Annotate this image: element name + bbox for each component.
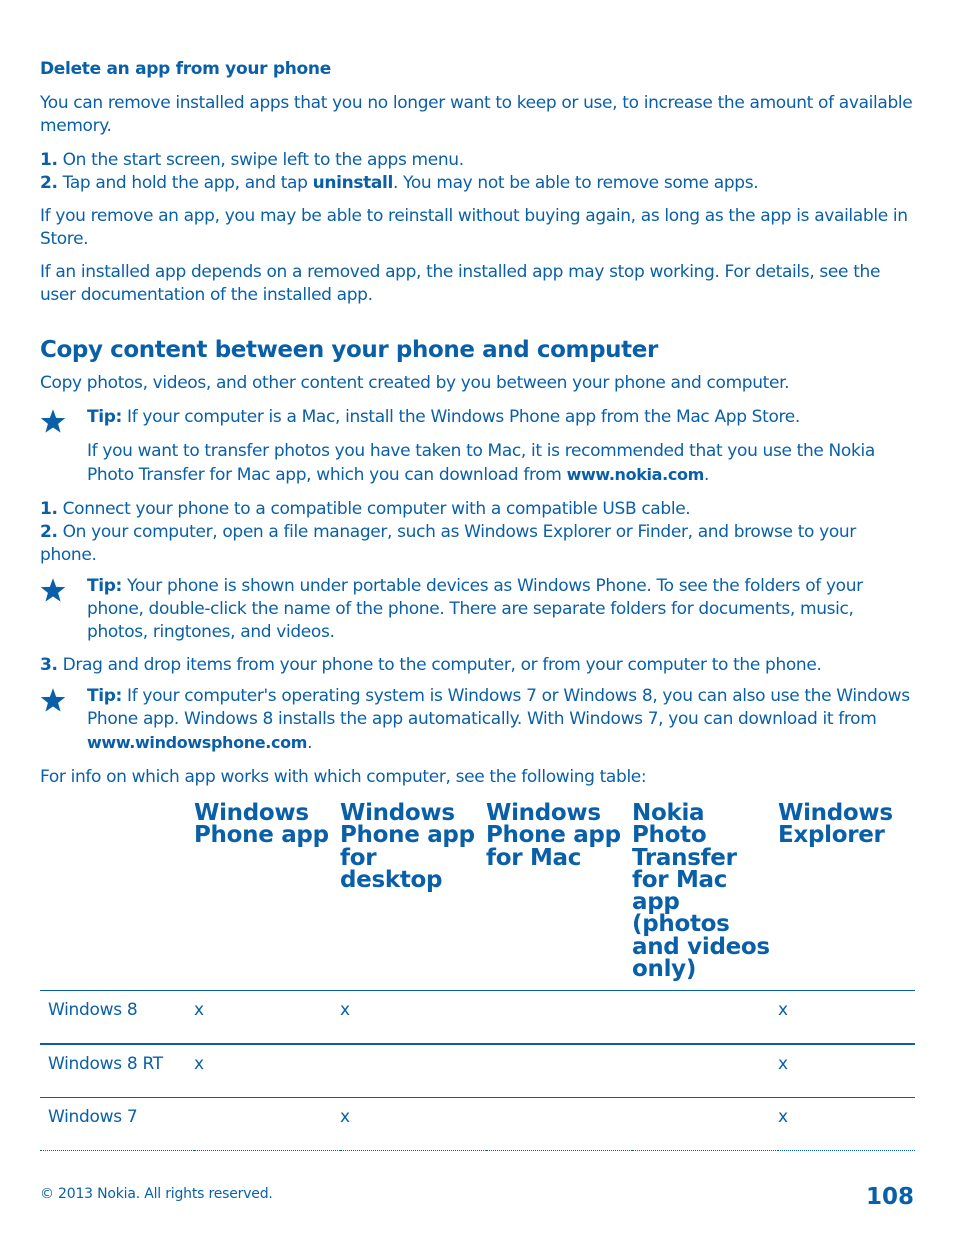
table-cell: x <box>194 1044 340 1098</box>
step-text: Drag and drop items from your phone to the computer, or from your computer to the phone. <box>57 655 822 675</box>
nokia-link[interactable]: www.nokia.com <box>566 465 704 484</box>
uninstall-term: uninstall <box>312 173 393 193</box>
table-row <box>40 991 915 1045</box>
header-nokia-photo-transfer: Nokia Photo Transfer for Mac app (photos and videos only) <box>632 800 770 983</box>
tip-label: Tip: <box>87 407 122 427</box>
tip-line <box>87 406 915 429</box>
page-number: 108 <box>865 1184 914 1210</box>
tip-mac <box>40 406 915 487</box>
copy-step-2 <box>40 521 915 567</box>
table-cell: x <box>778 991 915 1045</box>
page-content <box>40 58 915 1151</box>
tip-line <box>87 685 915 755</box>
heading-delete-app: Delete an app from your phone <box>40 59 331 79</box>
star-icon <box>40 687 66 713</box>
table-cell <box>632 1098 778 1151</box>
table-intro: For info on which app works with which computer, see the following table: <box>40 767 647 787</box>
table-cell <box>486 991 632 1045</box>
header-windows-explorer: Windows Explorer <box>778 800 893 849</box>
table-header-row <box>40 802 915 991</box>
star-icon <box>40 577 66 603</box>
table-row <box>40 1098 915 1151</box>
table-cell <box>486 1098 632 1151</box>
header-wp-desktop: Windows Phone app for desktop <box>340 800 475 893</box>
tip-paragraph <box>87 440 915 487</box>
compatibility-table <box>40 802 915 1151</box>
tip-text: If your computer is a Mac, install the Windows Phone app from the Mac App Store. <box>122 407 800 427</box>
step-text: On the start screen, swipe left to the apps menu. <box>57 150 464 170</box>
tip-portable-devices <box>40 575 915 644</box>
tip-windows-phone-app <box>40 685 915 755</box>
windowsphone-link[interactable]: www.windowsphone.com <box>87 733 308 752</box>
table-cell <box>194 1098 340 1151</box>
table-cell: x <box>340 991 486 1045</box>
tip-label: Tip: <box>87 686 122 706</box>
reinstall-paragraph: If you remove an app, you may be able to reinstall without buying again, as long as the app is available in Store. <box>40 206 908 249</box>
star-icon <box>40 408 66 434</box>
step-text: Tap and hold the app, and tap <box>57 173 313 193</box>
table-cell <box>340 1044 486 1098</box>
delete-step-1 <box>40 149 915 172</box>
step-text: On your computer, open a file manager, such as Windows Explorer or Finder, and browse to your phone. <box>40 522 856 565</box>
punctuation: . <box>703 465 710 485</box>
table-cell <box>632 991 778 1045</box>
heading-copy-content: Copy content between your phone and computer <box>40 337 658 363</box>
copyright-notice: © 2013 Nokia. All rights reserved. <box>40 1186 273 1202</box>
table-cell: Windows 8 <box>40 991 194 1045</box>
tip-text: Your phone is shown under portable devices as Windows Phone. To see the folders of your phone, double-click the name of the phone. There are separate folders for documents, music, photos, ringtones, and videos. <box>87 576 863 642</box>
table-cell: Windows 8 RT <box>40 1044 194 1098</box>
step-number: 1. <box>40 499 58 519</box>
header-wp-app: Windows Phone app <box>194 800 329 849</box>
copy-intro: Copy photos, videos, and other content created by you between your phone and computer. <box>40 373 790 393</box>
step-text: . You may not be able to remove some apps. <box>392 173 759 193</box>
step-number: 3. <box>40 655 58 675</box>
table-cell: Windows 7 <box>40 1098 194 1151</box>
delete-intro: You can remove installed apps that you no longer want to keep or use, to increase the amount of available memory. <box>40 93 913 136</box>
punctuation: . <box>307 733 313 753</box>
header-empty <box>40 802 194 991</box>
step-number: 2. <box>40 522 58 542</box>
delete-step-2 <box>40 172 915 195</box>
header-wp-mac: Windows Phone app for Mac <box>486 800 621 871</box>
tip-text: If you want to transfer photos you have taken to Mac, it is recommended that you use the Nokia Photo Transfer for Mac app, which you can download from <box>87 441 875 485</box>
step-number: 2. <box>40 173 58 193</box>
tip-line <box>87 575 915 644</box>
table-cell: x <box>340 1098 486 1151</box>
depends-paragraph: If an installed app depends on a removed app, the installed app may stop working. For details, see the user documentation of the installed app. <box>40 262 881 305</box>
table-cell: x <box>778 1044 915 1098</box>
tip-text: If your computer's operating system is Windows 7 or Windows 8, you can also use the Windows Phone app. Windows 8 installs the app automatically. With Windows 7, you can download it from <box>87 686 910 729</box>
step-number: 1. <box>40 150 58 170</box>
table-row <box>40 1044 915 1098</box>
copy-step-3 <box>40 654 915 677</box>
table-cell <box>486 1044 632 1098</box>
tip-label: Tip: <box>87 576 122 596</box>
table-cell <box>632 1044 778 1098</box>
table-cell: x <box>194 991 340 1045</box>
table-cell: x <box>778 1098 915 1151</box>
copy-step-1 <box>40 498 915 521</box>
step-text: Connect your phone to a compatible computer with a compatible USB cable. <box>57 499 691 519</box>
